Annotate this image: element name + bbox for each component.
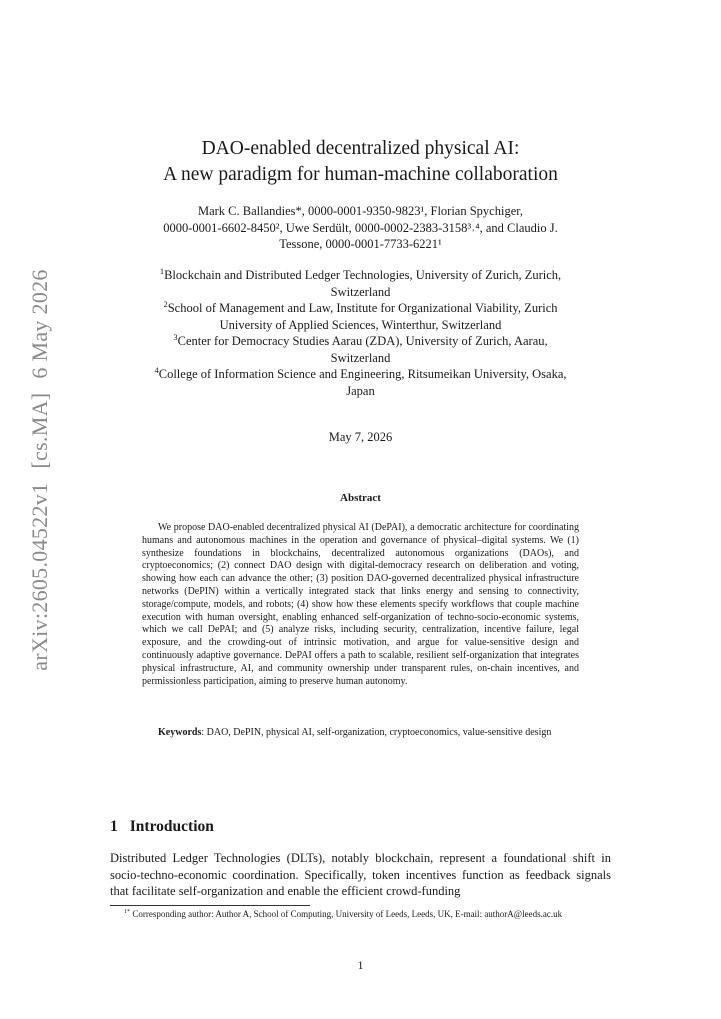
arxiv-date: 6 May 2026 [27, 269, 52, 379]
affiliation-1: $^1$Blockchain and Distributed Ledger Technologies, University of Zurich, Zurich, Switzerland [159, 265, 562, 299]
introduction-paragraph: Distributed Ledger Technologies (DLTs), notably blockchain, represent a foundational shift in socio-techno-economic coordination. Specifically, token incentives function as feedback signals that facilitate self-organization and enable the efficient crowd-funding [110, 851, 611, 898]
footnote-divider [110, 905, 310, 906]
affiliation-2: $^2$School of Management and Law, Institute for Organizational Viability, Zurich University of Applied Sciences, Winterthur, Switzerland [163, 298, 558, 332]
author-line-1: Mark C. Ballandies*, 0000-0001-9350-9823¹, Florian Spychiger, [197, 204, 524, 218]
title-line-2: A new paradigm for human-machine collaboration [163, 164, 558, 185]
paper-title [110, 136, 611, 188]
author-line-2: 0000-0001-6602-8450², Uwe Serdült, 0000-0002-2383-3158³˒⁴, and Claudio J. [163, 220, 558, 235]
arxiv-category: [cs.MA] [27, 392, 52, 469]
footnote-text: Corresponding author: Author A, School of Computing, University of Leeds, Leeds, UK, E-mail: authorA@leeds.ac.uk [130, 909, 563, 919]
arxiv-identifier-stamp [27, 269, 53, 670]
keywords-label: Keywords [158, 727, 202, 738]
abstract-text: We propose DAO-enabled decentralized physical AI (DePAI), a democratic architecture for coordinating humans and autonomous machines in the operation and governance of physical–digital systems. We (1) synthesize foundations in blockchains, decentralized autonomous organizations (DAOs), and cryptoeconomics; (2) connect DAO design with digital-democracy research on deliberation and voting, showing how each can advance the other; (3) position DAO-governed decentralized physical infrastructure networks (DePIN) within a vertically integrated stack that links energy and sensing to connectivity, storage/compute, models, and robots; (4) show how these elements specify workflows that couple machine execution with human oversight, enabling enhanced self-organization of techno-socio-economic systems, which we call DePAI; and (5) analyze risks, including security, centralization, incentive failure, legal exposure, and the crowding-out of intrinsic motivation, and argue for value-sensitive design and continuously adaptive governance. DePAI offers a path to scalable, resilient self-organization that integrates physical infrastructure, AI, and community ownership under transparent rules, on-chain incentives, and permissionless participation, aiming to preserve human autonomy. [142, 522, 579, 687]
keywords-list: : DAO, DePIN, physical AI, self-organization, cryptoeconomics, value-sensitive design [201, 727, 552, 738]
keywords [142, 727, 579, 740]
page-number: 1 [357, 958, 364, 972]
footnote-marker: 1* [124, 909, 131, 915]
author-list [110, 203, 611, 253]
arxiv-id: arXiv:2605.04522v1 [27, 482, 52, 671]
footnote [110, 908, 611, 920]
paper-date: May 7, 2026 [328, 430, 393, 444]
section-title: Introduction [129, 818, 214, 835]
affiliation-list [110, 267, 611, 399]
title-line-1: DAO-enabled decentralized physical AI: [201, 138, 520, 159]
affiliation-3: $^3$Center for Democracy Studies Aarau (ZDA), University of Zurich, Aarau, Switzerland [173, 331, 548, 365]
author-line-3: Tessone, 0000-0001-7733-6221¹ [279, 237, 442, 251]
affiliation-4: $^4$College of Information Science and Engineering, Ritsumeikan University, Osaka, Japan [154, 364, 567, 398]
abstract-heading: Abstract [340, 492, 381, 504]
section-number: 1 [110, 818, 118, 835]
section-heading [110, 818, 214, 836]
